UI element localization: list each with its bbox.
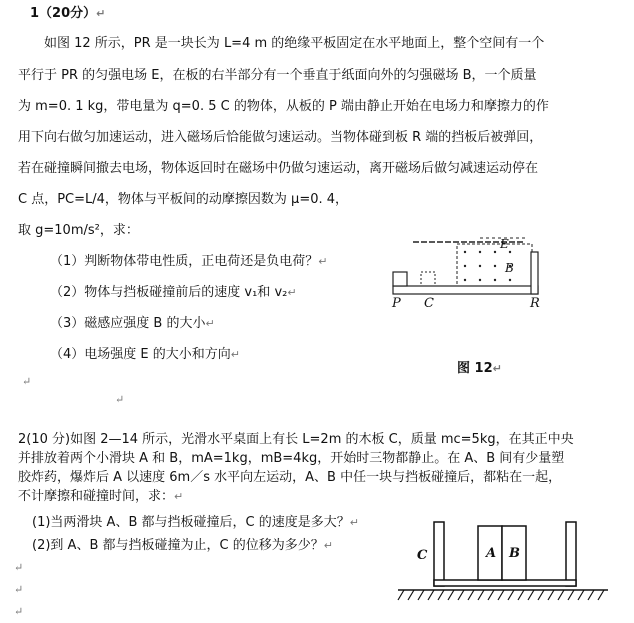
q1-item-4: （4）电场强度 E 的大小和方向↵	[50, 347, 240, 362]
q1-item-3: （3）磁感应强度 B 的大小↵	[50, 316, 215, 331]
q1-line-2: 平行于 PR 的匀强电场 E，在板的右半部分有一个垂直于纸面向外的匀强磁场 B，一个质量	[18, 68, 537, 83]
q1-line-3: 为 m=0. 1 kg，带电量为 q=0. 5 C 的物体，从板的 P 端由静止开始在电场力和摩擦力的作	[18, 99, 549, 114]
fig214-label-B: B	[509, 546, 520, 561]
q2-line-3: 胶炸药，爆炸后 A 以速度 6m／s 水平向左运动，A、B 中任一块与挡板碰撞后，都粘在一起，	[18, 470, 562, 485]
fig12-caption: 图 12↵	[457, 361, 502, 376]
q2-line-4: 不计摩擦和碰撞时间，求：↵	[18, 489, 184, 504]
fig12-label-B: B	[505, 261, 514, 275]
fig214-label-C: C	[417, 548, 428, 563]
q1-line-5: 若在碰撞瞬间撤去电场，物体返回时在磁场中仍做匀速运动，离开磁场后做匀减速运动停在	[18, 161, 539, 176]
return-mark: ↵	[14, 561, 24, 574]
q1-item-1: （1）判断物体带电性质，正电荷还是负电荷？↵	[50, 254, 328, 269]
return-mark: ↵	[115, 393, 125, 406]
fig214-label-A: A	[486, 546, 497, 561]
return-mark: ↵	[22, 375, 32, 388]
q1-heading: 1（20分）↵	[30, 6, 106, 21]
q1-line-4: 用下向右做匀加速运动，进入磁场后恰能做匀速运动。当物体碰到板 R 端的挡板后被弹回，	[18, 130, 543, 145]
q1-item-2: （2）物体与挡板碰撞前后的速度 v₁和 v₂↵	[50, 285, 297, 300]
q2-line-1: 2(10 分)如图 2—14 所示，光滑水平桌面上有长 L=2m 的木板 C，质量 mc=5kg，在其正中央	[18, 432, 574, 447]
q1-line-7: 取 g=10m/s²，求：	[18, 223, 139, 238]
fig12-label-C: C	[424, 296, 434, 311]
fig12-label-R: R	[530, 296, 540, 311]
return-mark: ↵	[14, 605, 24, 618]
q2-item-1: (1)当两滑块 A、B 都与挡板碰撞后，C 的速度是多大？↵	[32, 515, 359, 530]
q2-line-2: 并排放着两个小滑块 A 和 B，mA=1kg，mB=4kg，开始时三物都静止。在 A、B 间有少量塑	[18, 451, 565, 466]
fig12-label-E: E	[500, 237, 509, 251]
fig12-label-P: P	[392, 296, 401, 311]
return-mark: ↵	[14, 583, 24, 596]
q1-line-1: 如图 12 所示，PR 是一块长为 L=4 m 的绝缘平板固定在水平地面上，整个空间有一个	[44, 36, 545, 51]
q1-line-6: C 点，PC=L/4，物体与平板间的动摩擦因数为 μ=0. 4，	[18, 192, 349, 207]
q2-item-2: (2)到 A、B 都与挡板碰撞为止，C 的位移为多少？↵	[32, 538, 333, 553]
figure-2-14-diagram	[398, 518, 608, 608]
